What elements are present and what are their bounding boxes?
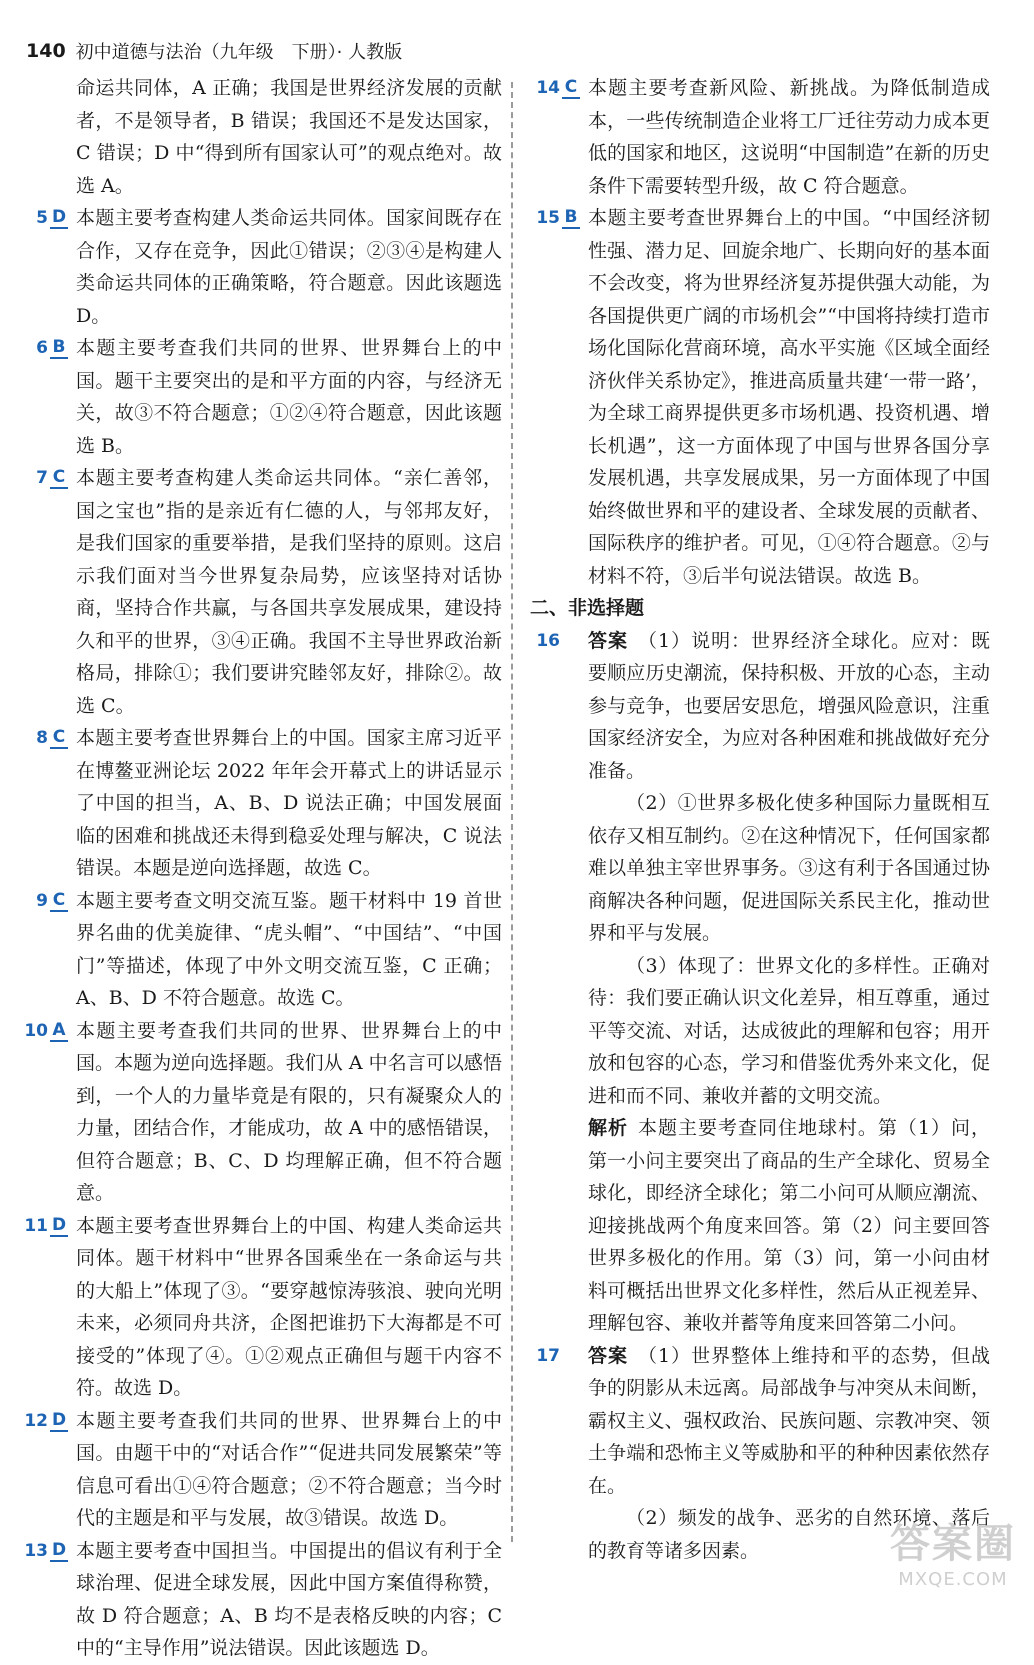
answer-item-12 — [18, 1405, 502, 1535]
question-number-badge: 9 C — [18, 885, 68, 918]
answer-item-11 — [18, 1210, 502, 1405]
watermark-logo: 答案圈 — [890, 1521, 1016, 1567]
answer-letter: D — [51, 1539, 67, 1560]
explanation-text: 本题主要考查世界舞台上的中国。“中国经济韧性强、潜力足、回旋余地广、长期向好的基本面不会改变，将为世界经济复苏提供强大动能，为各国提供更广阔的市场机会”“中国将持续打造市场化国际化营商环境，高水平实施《区域全面经济伙伴关系协定》，推进高质量共建‘一带一路’，为全球工商界提供更多市场机遇、投资机遇、增长机遇”，这一方面体现了中国与世界各国分享发展机遇，共享发展成果，另一方面体现了中国始终做世界和平的建设者、全球发展的贡献者、国际秩序的维护者。可见，①④符合题意。②与材料不符，③后半句说法错误。故选 B。 — [588, 207, 990, 587]
question-number-badge: 16 — [536, 630, 560, 651]
answer-letter: B — [50, 337, 68, 359]
question-number-badge: 7 C — [18, 462, 68, 495]
question-number-badge: 11 D — [24, 1214, 67, 1236]
question-number-badge: 10 A — [18, 1015, 68, 1048]
answer-item-14 — [530, 72, 990, 202]
page-header — [26, 34, 402, 68]
analysis-label: 解析 — [588, 1117, 628, 1139]
question-number-badge: 6 B — [18, 332, 68, 365]
explanation-text: 本题主要考查构建人类命运共同体。“亲仁善邻，国之宝也”指的是亲近有仁德的人，与邻邦友好，是我们国家的重要举措，是我们坚持的原则。这启示我们面对当今世界复杂局势，应该坚持对话协商，坚持合作共赢，与各国共享发展成果，建设持久和平的世界，③④正确。我国不主导世界政治新格局，排除①；我们要讲究睦邻友好，排除②。故选 C。 — [76, 467, 502, 717]
question-number-badge: 17 — [536, 1345, 560, 1366]
explanation-text: 本题主要考查文明交流互鉴。题干材料中 19 首世界名曲的优美旋律、“虎头帽”、“中国结”、“中国门”等描述，体现了中外文明交流互鉴，C 正确；A、B、D 不符合题意。故选 C。 — [76, 889, 502, 1009]
answer-letter: B — [562, 207, 580, 229]
answer-item-10 — [18, 1015, 502, 1210]
answer-letter: C — [50, 727, 68, 749]
answer-item-6 — [18, 332, 502, 462]
explanation-text: 本题主要考查我们共同的世界、世界舞台上的中国。题干主要突出的是和平方面的内容，与经济无关，故③不符合题意；①②④符合题意，因此该题选 B。 — [76, 337, 502, 457]
answer-letter: C — [562, 77, 580, 99]
answer-part-1: （1）世界整体上维持和平的态势，但战争的阴影从未远离。局部战争与冲突从未间断，霸权主义、强权政治、民族问题、宗教冲突、领土争端和恐怖主义等威胁和平的种种因素依然存在。 — [588, 1344, 990, 1497]
explanation-text: 本题主要考查新风险、新挑战。为降低制造成本，一些传统制造企业将工厂迁往劳动力成本更低的国家和地区，这说明“中国制造”在新的历史条件下需要转型升级，故 C 符合题意。 — [588, 77, 990, 197]
explanation-text: 本题主要考查中国担当。中国提出的倡议有利于全球治理、促进全球发展，因此中国方案值得称赞，故 D 符合题意；A、B 均不是表格反映的内容；C 中的“主导作用”说法错误。因此该题选 D。 — [76, 1539, 502, 1659]
answer-item-9 — [18, 885, 502, 1015]
answer-item-8 — [18, 722, 502, 885]
book-title: 初中道德与法治（九年级 下册）· 人教版 — [75, 42, 403, 63]
answer-part-2: （2）①世界多极化使多种国际力量既相互依存又相互制约。②在这种情况下，任何国家都难以单独主宰世界事务。③这有利于各国通过协商解决各种问题，促进国际关系民主化，推动世界和平与发展。 — [588, 792, 990, 944]
answer-letter: D — [51, 1409, 67, 1430]
answer-letter: D — [51, 207, 67, 228]
question-number-badge: 8 C — [18, 722, 68, 755]
question-number-badge: 14 C — [530, 72, 580, 105]
answer-item-16 — [530, 625, 990, 788]
question-number-badge: 5 D — [36, 207, 67, 228]
explanation-text: 本题主要考查构建人类命运共同体。国家间既存在合作，又存在竞争，因此①错误；②③④是构建人类命运共同体的正确策略，符合题意。因此该题选 D。 — [76, 207, 502, 327]
explanation-text: 本题主要考查世界舞台上的中国。国家主席习近平在博鳌亚洲论坛 2022 年年会开幕式上的讲话显示了中国的担当，A、B、D 说法正确；中国发展面临的困难和挑战还未得到稳妥处理与解决，C 说法错误。本题是逆向选择题，故选 C。 — [76, 727, 502, 879]
answer-part-2: （2）频发的战争、恶劣的自然环境、落后的教育等诸多因素。 — [588, 1507, 990, 1562]
answer-part-1: （1）说明：世界经济全球化。应对：既要顺应历史潮流，保持积极、开放的心态，主动参与竞争，也要居安思危，增强风险意识，注重国家经济安全，为应对各种困难和挑战做好充分准备。 — [588, 629, 990, 782]
question-number-badge: 13 D — [24, 1539, 67, 1561]
column-divider — [511, 82, 513, 1542]
answer-letter: C — [50, 890, 68, 912]
site-watermark — [890, 1512, 1016, 1590]
explanation-text: 本题主要考查我们共同的世界、世界舞台上的中国。由题干中的“对话合作”“促进共同发展繁荣”等信息可看出①④符合题意；②不符合题意；当今时代的主题是和平与发展，故③错误。故选 D。 — [76, 1409, 502, 1529]
question-number-badge: 15 B — [530, 202, 580, 235]
answer-item-15 — [530, 202, 990, 592]
continuation-text: 命运共同体，A 正确；我国是世界经济发展的贡献者，不是领导者，B 错误；我国还不是发达国家，C 错误；D 中“得到所有国家认可”的观点绝对。故选 A。 — [76, 77, 502, 197]
answer-letter: A — [50, 1020, 68, 1042]
answer-part-3: （3）体现了：世界文化的多样性。正确对待：我们要正确认识文化差异，相互尊重，通过平等交流、对话，达成彼此的理解和包容；用开放和包容的心态，学习和借鉴优秀外来文化，促进和而不同、兼收并蓄的文明交流。 — [588, 954, 990, 1107]
analysis-text: 本题主要考查同住地球村。第（1）问，第一小问主要突出了商品的生产全球化、贸易全球化，即经济全球化；第二小问可从顺应潮流、迎接挑战两个角度来回答。第（2）问主要回答世界多极化的作用。第（3）问，第一小问由材料可概括出世界文化多样性，然后从正视差异、理解包容、兼收并蓄等角度来回答第二小问。 — [588, 1117, 990, 1334]
explanation-text: 本题主要考查我们共同的世界、世界舞台上的中国。本题为逆向选择题。我们从 A 中名言可以感悟到，一个人的力量毕竟是有限的，只有凝聚众人的力量，团结合作，才能成功，故 A 中的感悟错误，但符合题意；B、C、D 均理解正确，但不符合题意。 — [76, 1019, 502, 1204]
question-number-badge: 12 D — [24, 1409, 67, 1431]
answer-label: 答案 — [588, 629, 628, 652]
answer-item-7 — [18, 462, 502, 722]
answer-label: 答案 — [588, 1344, 628, 1367]
answer-letter: C — [50, 467, 68, 489]
watermark-url: MXQE.COM — [898, 1569, 1008, 1590]
section-title: 二、非选择题 — [530, 597, 645, 619]
answer-item-17 — [530, 1340, 990, 1503]
analysis-block — [530, 1112, 990, 1340]
left-column — [18, 72, 502, 1665]
answer-item-5 — [18, 202, 502, 332]
answer-letter: D — [51, 1214, 67, 1235]
page-number: 140 — [26, 40, 66, 62]
right-column — [530, 72, 990, 1567]
explanation-text: 本题主要考查世界舞台上的中国、构建人类命运共同体。题干材料中“世界各国乘坐在一条命运与共的大船上”体现了③。“要穿越惊涛骇浪、驶向光明未来，必须同舟共济，企图把谁扔下大海都是不可接受的”体现了④。①②观点正确但与题干内容不符。故选 D。 — [76, 1214, 502, 1399]
